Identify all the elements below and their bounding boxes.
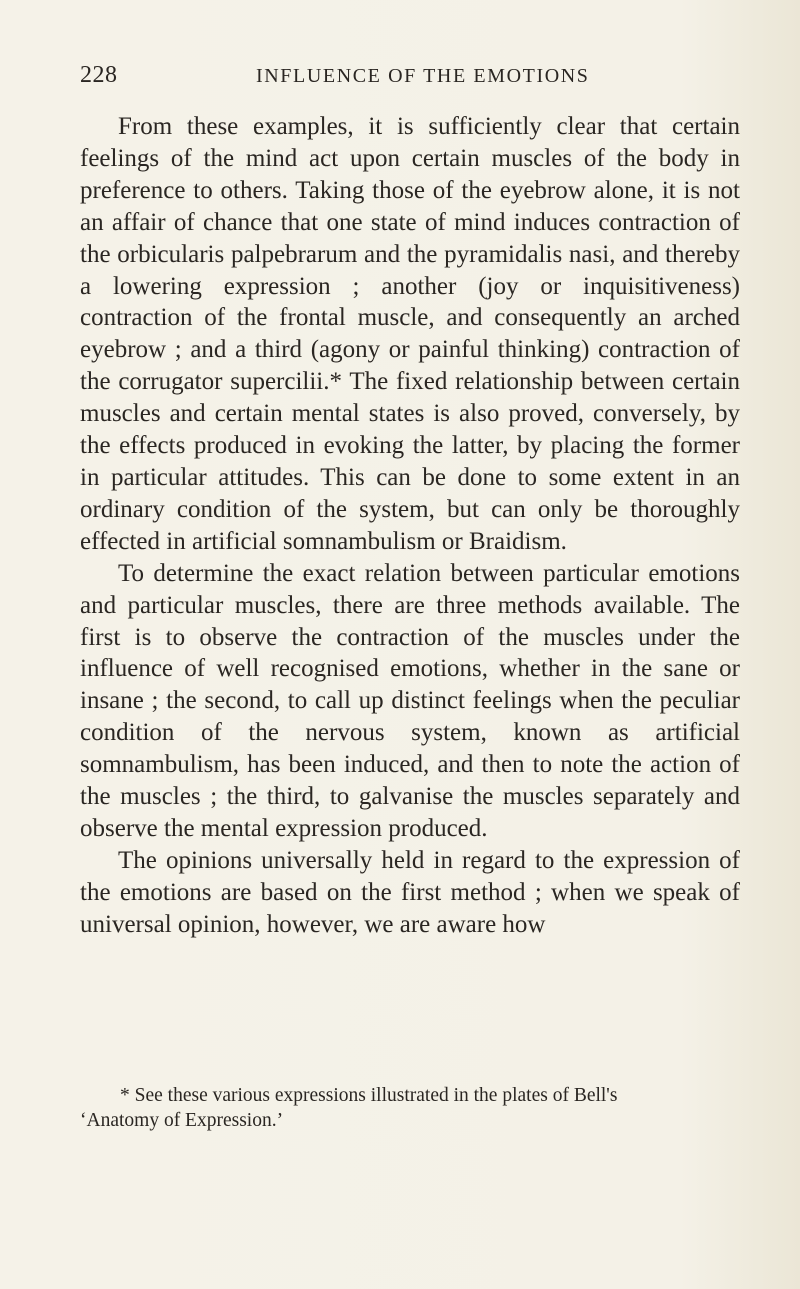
- footnote: * See these various expressions illustrated in the plates of Bell's: [120, 1085, 618, 1106]
- paragraph: The opinions universally held in regard to the expression of the emotions are based on the first method ; when we speak of universal opinion, however, we are aware how: [80, 846, 740, 938]
- footnote-continuation: ‘Anatomy of Expression.’: [80, 1110, 284, 1131]
- body-text: [80, 111, 740, 941]
- footnotes: [80, 1083, 740, 1133]
- paragraph: To determine the exact relation between particular emotions and particular muscles, there are three methods available. The first is to observe the contraction of the muscles under the influence of well recognised emotions, whether in the sane or insane ; the second, to call up distinct feelings when the peculiar condition of the nervous system, known as artificial somnambulism, has been induced, and then to note the action of the muscles ; the third, to galvanise the muscles separately and observe the mental expression produced.: [80, 559, 740, 842]
- running-head: INFLUENCE OF THE EMOTIONS: [256, 65, 590, 87]
- page-number: 228: [80, 62, 118, 88]
- paragraph: From these examples, it is sufficiently clear that certain feelings of the mind act upon certain muscles of the body in preference to others. Taking those of the eyebrow alone, it is not an affair of chance that one state of mind induces contraction of the orbicularis palpebrarum and the pyramidalis nasi, and thereby a lowering expression ; another (joy or inquisitiveness) contraction of the frontal muscle, and consequently an arched eyebrow ; and a third (agony or painful thinking) contraction of the corrugator supercilii.* The fixed relationship between certain muscles and certain mental states is also proved, conversely, by the effects produced in evoking the latter, by placing the former in particular attitudes. This can be done to some extent in an ordinary condition of the system, but can only be thoroughly effected in artificial somnambulism or Braidism.: [80, 113, 740, 555]
- page-header: [80, 62, 740, 92]
